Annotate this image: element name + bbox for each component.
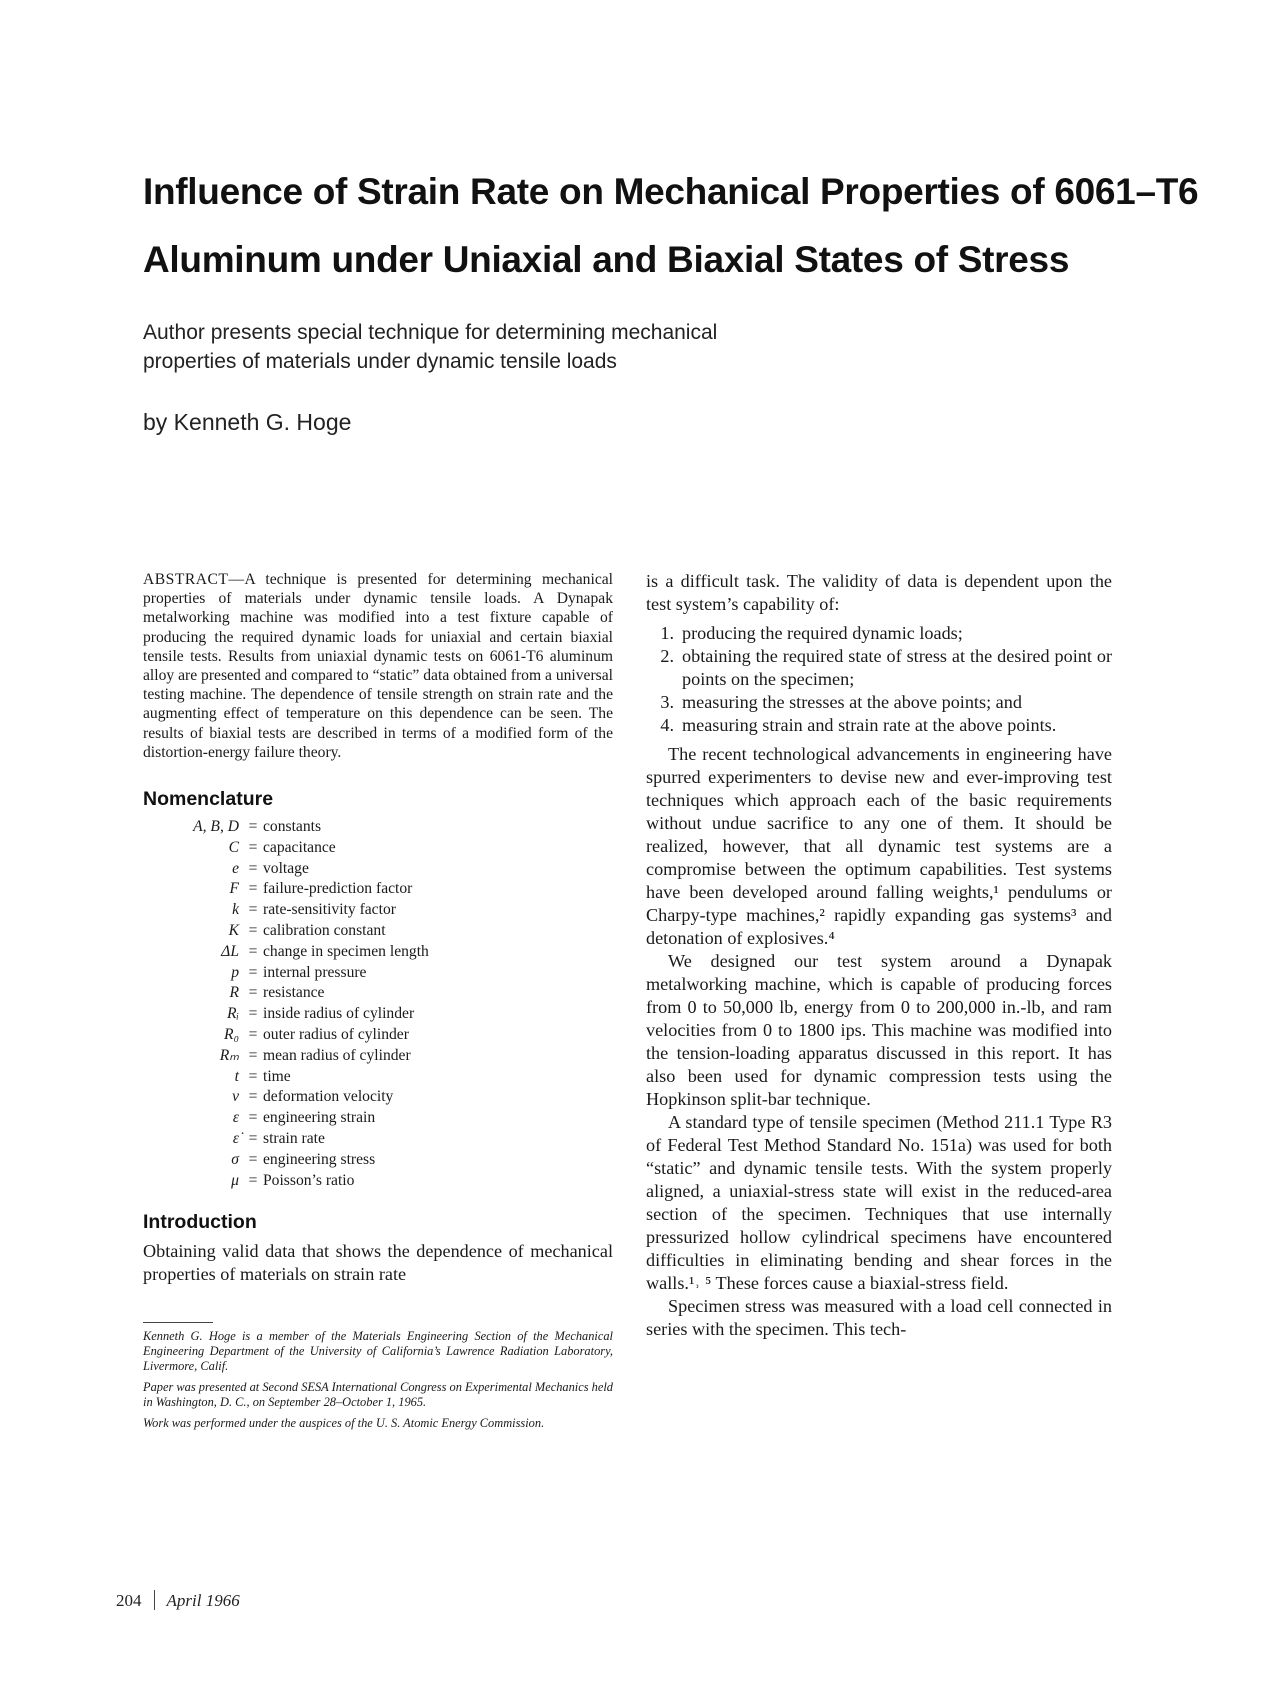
nomenclature-definition: engineering stress [263, 1150, 376, 1168]
article-title [143, 158, 1199, 294]
nomenclature-symbol: F [229, 880, 239, 898]
nomenclature-row [143, 900, 613, 921]
nomenclature-symbol: A, B, D [193, 818, 239, 836]
nomenclature-definition: mean radius of cylinder [263, 1046, 411, 1064]
nomenclature-row [143, 1025, 613, 1046]
nomenclature-equals: = [248, 880, 258, 898]
nomenclature-row [143, 942, 613, 963]
footnote-author: Kenneth G. Hoge is a member of the Materials Engineering Section of the Mechanical Engineering Department of the University of California’s Lawrence Radiation Laboratory, Livermore, Calif. [143, 1329, 613, 1374]
footer-divider [154, 1590, 155, 1610]
nomenclature-row [143, 859, 613, 880]
right-column [646, 570, 1112, 1341]
nomenclature-equals: = [248, 1088, 258, 1106]
paragraph-3: A standard type of tensile specimen (Method 211.1 Type R3 of Federal Test Method Standard No. 151a) was used for both “static” and dynamic tensile tests. With the system properly aligned, a uniaxial-stress state will exist in the reduced-area section of the specimen. Techniques that use internally pressurized hollow cylindrical specimens have encountered difficulties in eliminating bending and shear forces in the walls.¹˒ ⁵ These forces cause a biaxial-stress field. [646, 1112, 1112, 1293]
nomenclature-symbol: μ [231, 1171, 239, 1189]
list-item-number: 1. [660, 623, 674, 643]
abstract-label: ABSTRACT— [143, 571, 245, 588]
nomenclature-symbol: ΔL [221, 942, 239, 960]
nomenclature-row [143, 1171, 613, 1192]
nomenclature-symbol: R₀ [224, 1026, 239, 1043]
nomenclature-heading: Nomenclature [143, 788, 274, 811]
nomenclature-symbol: Rₘ [219, 1046, 239, 1064]
nomenclature-definition: internal pressure [263, 963, 367, 981]
nomenclature-definition: Poisson’s ratio [263, 1171, 355, 1189]
nomenclature-definition: voltage [263, 859, 309, 877]
nomenclature-symbol: p [231, 963, 239, 981]
list-item-text: producing the required dynamic loads; [682, 623, 963, 643]
nomenclature-row [143, 963, 613, 984]
nomenclature-definition: change in specimen length [263, 942, 429, 960]
nomenclature-definition: outer radius of cylinder [263, 1026, 409, 1043]
nomenclature-equals: = [248, 922, 258, 940]
nomenclature-definition: capacitance [263, 838, 336, 856]
nomenclature-symbol: K [228, 922, 239, 940]
footnote-divider [143, 1322, 213, 1323]
nomenclature-row [143, 1108, 613, 1129]
nomenclature-equals: = [248, 859, 258, 877]
author-byline: by Kenneth G. Hoge [143, 409, 352, 435]
nomenclature-definition: failure-prediction factor [263, 880, 413, 898]
introduction-text: Obtaining valid data that shows the dependence of mechanical properties of materials on strain rate [143, 1241, 613, 1285]
nomenclature-row [143, 879, 613, 900]
subtitle-line-2: properties of materials under dynamic tensile loads [143, 350, 617, 373]
nomenclature-symbol: C [228, 838, 239, 856]
page-footer [116, 1590, 240, 1611]
nomenclature-symbol: v [232, 1088, 239, 1106]
nomenclature-definition: time [263, 1067, 291, 1085]
paragraph-intro: is a difficult task. The validity of data is dependent upon the test system’s capability of: [646, 571, 1112, 614]
page-number: 204 [116, 1591, 142, 1610]
list-item-text: obtaining the required state of stress at the desired point or points on the specimen; [682, 646, 1112, 689]
nomenclature-symbol: t [234, 1067, 239, 1085]
title-line-1: Influence of Strain Rate on Mechanical Properties of 6061–T6 [143, 171, 1199, 212]
title-line-2: Aluminum under Uniaxial and Biaxial States of Stress [143, 239, 1070, 280]
list-item [646, 622, 1112, 645]
nomenclature-equals: = [248, 1046, 258, 1064]
nomenclature-row [143, 1087, 613, 1108]
article-subtitle [143, 318, 717, 376]
abstract-text: A technique is presented for determining mechanical properties of materials under dynamic tensile loads. A Dynapak metalworking machine was modified into a test fixture capable of producing the required dynamic loads for uniaxial and certain biaxial tensile tests. Results from uniaxial dynamic tests on 6061-T6 aluminum alloy are presented and compared to “static” data obtained from a universal testing machine. The dependence of tensile strength on strain rate and the augmenting effect of temperature on this dependence can be seen. The results of biaxial tests are described in terms of a modified form of the distortion-energy failure theory. [143, 571, 613, 761]
left-column [143, 570, 613, 1437]
list-item [646, 645, 1112, 691]
footnote-auspices: Work was performed under the auspices of the U. S. Atomic Energy Commission. [143, 1416, 545, 1431]
nomenclature-equals: = [248, 901, 258, 919]
nomenclature-row [143, 1067, 613, 1088]
list-item-number: 2. [660, 646, 674, 666]
nomenclature-symbol: ε̇ [232, 1129, 239, 1147]
nomenclature-definition: rate-sensitivity factor [263, 901, 396, 919]
nomenclature-symbol: σ [231, 1150, 239, 1168]
list-item-text: measuring strain and strain rate at the above points. [682, 715, 1057, 735]
nomenclature-symbol: Rᵢ [227, 1005, 239, 1023]
nomenclature-row [143, 1150, 613, 1171]
nomenclature-symbol: k [232, 901, 239, 919]
nomenclature-row [143, 921, 613, 942]
subtitle-line-1: Author presents special technique for determining mechanical [143, 321, 718, 344]
abstract [143, 570, 613, 762]
issue-date: April 1966 [166, 1591, 240, 1610]
nomenclature-row [143, 838, 613, 859]
nomenclature-equals: = [248, 984, 258, 1002]
nomenclature-definition: engineering strain [263, 1109, 376, 1127]
nomenclature-equals: = [248, 1005, 258, 1023]
nomenclature-row [143, 983, 613, 1004]
nomenclature-symbol: R [229, 984, 239, 1002]
nomenclature-row [143, 1129, 613, 1150]
list-item-text: measuring the stresses at the above points; and [682, 692, 1022, 712]
introduction-heading: Introduction [143, 1211, 257, 1234]
list-item [646, 714, 1112, 737]
list-item-number: 3. [660, 692, 674, 712]
nomenclature-equals: = [248, 838, 258, 856]
nomenclature-equals: = [248, 1150, 258, 1168]
nomenclature-equals: = [248, 963, 258, 981]
nomenclature-definition: resistance [263, 984, 325, 1002]
list-item-number: 4. [660, 715, 674, 735]
nomenclature-definition: strain rate [263, 1129, 325, 1147]
nomenclature-list [143, 817, 613, 1191]
nomenclature-equals: = [248, 1026, 258, 1043]
nomenclature-equals: = [248, 1067, 258, 1085]
nomenclature-definition: calibration constant [263, 922, 386, 940]
requirements-list [646, 622, 1112, 737]
paragraph-2: We designed our test system around a Dynapak metalworking machine, which is capable of producing forces from 0 to 50,000 lb, energy from 0 to 200,000 in.-lb, and ram velocities from 0 to 1800 ips. This machine was modified into the tension-loading apparatus discussed in this report. It has also been used for dynamic compression tests using the Hopkinson split-bar technique. [646, 951, 1112, 1109]
nomenclature-definition: constants [263, 818, 322, 836]
nomenclature-equals: = [248, 1171, 258, 1189]
nomenclature-equals: = [248, 818, 258, 836]
nomenclature-symbol: ε [232, 1109, 239, 1127]
paragraph-1: The recent technological advancements in engineering have spurred experimenters to devise new and ever-improving test techniques which approach each of the basic requirements without undue sacrifice to any one of them. It should be realized, however, that all dynamic test systems are a compromise between the optimum capabilities. Test systems have been developed around falling weights,¹ pendulums or Charpy-type machines,² rapidly expanding gas systems³ and detonation of explosives.⁴ [646, 744, 1112, 948]
paragraph-4: Specimen stress was measured with a load cell connected in series with the specimen. This tech- [646, 1296, 1112, 1339]
nomenclature-row [143, 817, 613, 838]
footnote-presented: Paper was presented at Second SESA International Congress on Experimental Mechanics held in Washington, D. C., on September 28–October 1, 1965. [143, 1380, 613, 1410]
nomenclature-row [143, 1046, 613, 1067]
nomenclature-definition: deformation velocity [263, 1088, 394, 1106]
list-item [646, 691, 1112, 714]
nomenclature-definition: inside radius of cylinder [263, 1005, 415, 1023]
nomenclature-equals: = [248, 942, 258, 960]
nomenclature-row [143, 1004, 613, 1025]
nomenclature-equals: = [248, 1129, 258, 1147]
nomenclature-symbol: e [232, 859, 239, 877]
nomenclature-equals: = [248, 1109, 258, 1127]
